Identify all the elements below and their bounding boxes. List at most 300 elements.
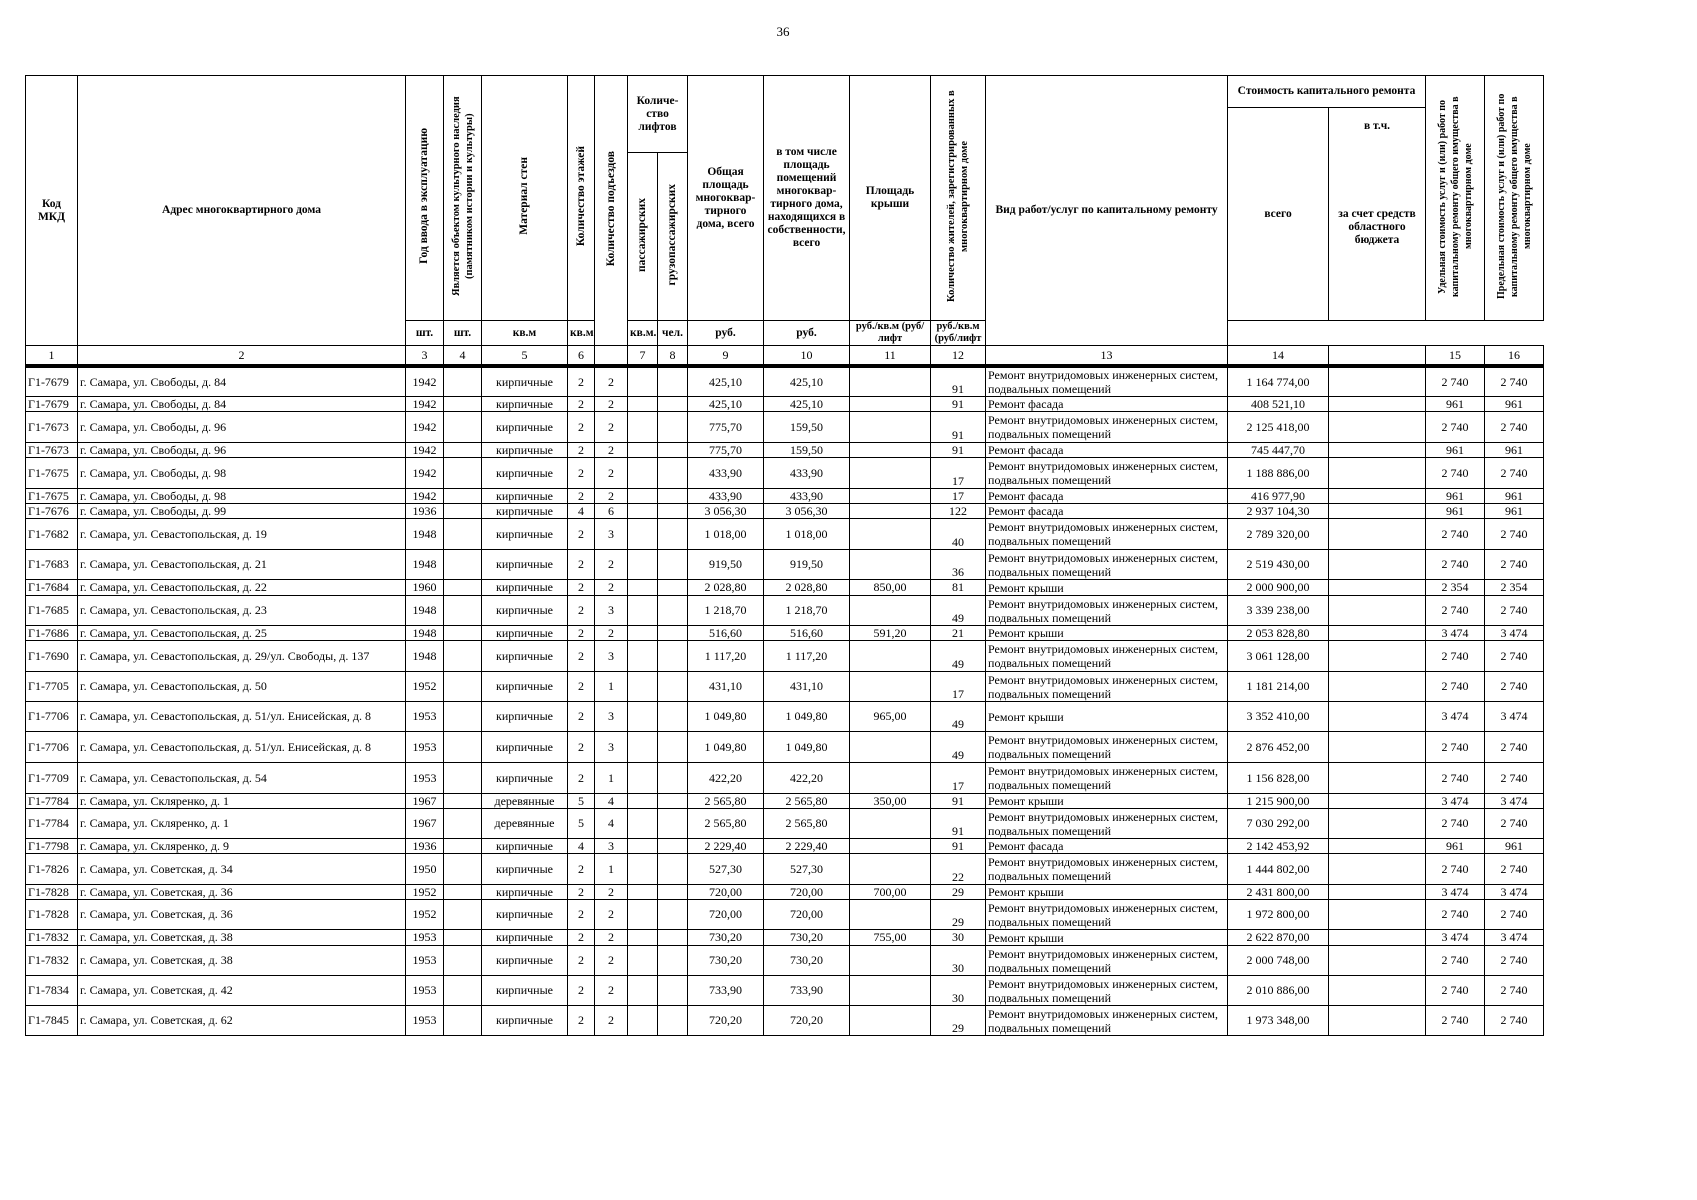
cell-area-total: 919,50 (688, 550, 764, 580)
header-max-cost: Предельная стоимость услуг и (или) работ по капитальному ремонту общего имущества в многоквартирном доме (1495, 93, 1533, 299)
cell-unit-cost: 3 474 (1426, 794, 1485, 809)
cell-cost-total: 2 622 870,00 (1228, 930, 1329, 946)
cell-unit-cost: 2 740 (1426, 809, 1485, 839)
cell-unit-cost: 961 (1426, 397, 1485, 412)
cell-lifts-passenger (628, 1006, 658, 1036)
cell-unit-cost: 2 740 (1426, 763, 1485, 794)
cell-cost-regional (1329, 732, 1426, 763)
cell-area-total: 425,10 (688, 397, 764, 412)
cell-area-total: 1 117,20 (688, 641, 764, 672)
cell-area-total: 1 049,80 (688, 702, 764, 732)
cell-roof-area (850, 596, 931, 626)
cell-code: Г1-7675 (26, 489, 78, 504)
header-unit-cost: Удельная стоимость услуг и (или) работ по капитальному ремонту общего имущества в многоквартирном доме (1436, 95, 1474, 297)
cell-cost-regional (1329, 580, 1426, 596)
cell-year: 1953 (406, 732, 444, 763)
cell-roof-area (850, 412, 931, 443)
header-area-total: Общая площадь многоквар-тирного дома, всего (688, 76, 764, 321)
cell-floors: 2 (568, 443, 595, 458)
cell-cost-regional (1329, 626, 1426, 641)
table-row (26, 641, 1544, 672)
cell-roof-area: 965,00 (850, 702, 931, 732)
capital-repair-table (25, 75, 1544, 1036)
cell-lifts-freight (658, 763, 688, 794)
cell-floors: 2 (568, 596, 595, 626)
cell-code: Г1-7683 (26, 550, 78, 580)
cell-area-owned: 422,20 (764, 763, 850, 794)
cell-residents: 49 (931, 702, 986, 732)
cell-residents: 91 (931, 809, 986, 839)
cell-code: Г1-7673 (26, 412, 78, 443)
header-lifts-group: Количе-ство лифтов (628, 76, 688, 153)
cell-entrances: 2 (595, 976, 628, 1006)
cell-heritage (444, 1006, 482, 1036)
cell-cost-regional (1329, 976, 1426, 1006)
unit-lifts-passenger: шт. (406, 321, 444, 346)
cell-roof-area: 700,00 (850, 885, 931, 900)
cell-floors: 2 (568, 489, 595, 504)
header-entrances: Количество подъездов (604, 150, 617, 267)
cell-area-total: 720,00 (688, 885, 764, 900)
cell-area-total: 775,70 (688, 412, 764, 443)
cell-unit-cost: 2 740 (1426, 412, 1485, 443)
cell-address: г. Самара, ул. Севастопольская, д. 25 (78, 626, 406, 641)
cell-lifts-passenger (628, 443, 658, 458)
cell-lifts-passenger (628, 626, 658, 641)
cell-work-type: Ремонт крыши (986, 580, 1228, 596)
cell-cost-regional (1329, 794, 1426, 809)
cell-residents: 49 (931, 732, 986, 763)
cell-area-owned: 1 218,70 (764, 596, 850, 626)
cell-year: 1953 (406, 763, 444, 794)
cell-floors: 4 (568, 839, 595, 854)
unit-max-cost: руб./кв.м (руб/лифт (931, 321, 986, 346)
cell-material: кирпичные (482, 580, 568, 596)
table-row (26, 443, 1544, 458)
cell-floors: 2 (568, 366, 595, 397)
cell-lifts-freight (658, 839, 688, 854)
column-number (1329, 346, 1426, 367)
cell-code: Г1-7679 (26, 366, 78, 397)
cell-area-owned: 1 018,00 (764, 519, 850, 550)
cell-area-total: 2 565,80 (688, 794, 764, 809)
cell-entrances: 3 (595, 596, 628, 626)
cell-material: кирпичные (482, 412, 568, 443)
cell-roof-area (850, 366, 931, 397)
cell-year: 1953 (406, 930, 444, 946)
cell-floors: 5 (568, 809, 595, 839)
cell-heritage (444, 763, 482, 794)
cell-cost-regional (1329, 519, 1426, 550)
cell-material: кирпичные (482, 763, 568, 794)
cell-area-total: 431,10 (688, 672, 764, 702)
cell-heritage (444, 946, 482, 976)
cell-address: г. Самара, ул. Севастопольская, д. 22 (78, 580, 406, 596)
cell-area-total: 516,60 (688, 626, 764, 641)
unit-area-owned: кв.м (568, 321, 595, 346)
cell-entrances: 3 (595, 732, 628, 763)
table-row (26, 930, 1544, 946)
cell-residents: 17 (931, 672, 986, 702)
table-row (26, 1006, 1544, 1036)
cell-address: г. Самара, ул. Советская, д. 42 (78, 976, 406, 1006)
cell-lifts-passenger (628, 641, 658, 672)
cell-address: г. Самара, ул. Севастопольская, д. 51/ул. Енисейская, д. 8 (78, 732, 406, 763)
cell-floors: 2 (568, 763, 595, 794)
cell-unit-cost: 2 740 (1426, 596, 1485, 626)
cell-area-owned: 159,50 (764, 412, 850, 443)
cell-lifts-passenger (628, 596, 658, 626)
cell-entrances: 4 (595, 809, 628, 839)
column-number: 6 (568, 346, 595, 367)
cell-cost-regional (1329, 504, 1426, 519)
cell-area-owned: 2 565,80 (764, 794, 850, 809)
cell-year: 1948 (406, 596, 444, 626)
cell-max-cost: 2 740 (1485, 412, 1544, 443)
cell-lifts-passenger (628, 946, 658, 976)
cell-address: г. Самара, ул. Свободы, д. 84 (78, 366, 406, 397)
cell-unit-cost: 2 740 (1426, 366, 1485, 397)
cell-material: кирпичные (482, 550, 568, 580)
cell-lifts-passenger (628, 885, 658, 900)
cell-max-cost: 2 740 (1485, 900, 1544, 930)
cell-code: Г1-7705 (26, 672, 78, 702)
cell-heritage (444, 458, 482, 489)
cell-lifts-passenger (628, 794, 658, 809)
cell-area-owned: 159,50 (764, 443, 850, 458)
cell-material: кирпичные (482, 366, 568, 397)
cell-residents: 17 (931, 458, 986, 489)
cell-area-total: 425,10 (688, 366, 764, 397)
cell-residents: 22 (931, 854, 986, 885)
table-row (26, 763, 1544, 794)
cell-year: 1936 (406, 839, 444, 854)
cell-max-cost: 2 740 (1485, 641, 1544, 672)
cell-entrances: 6 (595, 504, 628, 519)
cell-residents: 40 (931, 519, 986, 550)
table-row (26, 885, 1544, 900)
cell-floors: 2 (568, 900, 595, 930)
cell-work-type: Ремонт внутридомовых инженерных систем, подвальных помещений (986, 809, 1228, 839)
cell-area-total: 527,30 (688, 854, 764, 885)
cell-residents: 91 (931, 794, 986, 809)
cell-roof-area (850, 946, 931, 976)
cell-entrances: 1 (595, 672, 628, 702)
cell-max-cost: 2 740 (1485, 946, 1544, 976)
cell-roof-area (850, 550, 931, 580)
cell-heritage (444, 519, 482, 550)
cell-unit-cost: 2 740 (1426, 458, 1485, 489)
cell-work-type: Ремонт внутридомовых инженерных систем, подвальных помещений (986, 550, 1228, 580)
cell-residents: 91 (931, 366, 986, 397)
cell-heritage (444, 412, 482, 443)
cell-lifts-passenger (628, 519, 658, 550)
cell-cost-total: 2 000 748,00 (1228, 946, 1329, 976)
cell-area-owned: 2 565,80 (764, 809, 850, 839)
cell-lifts-passenger (628, 839, 658, 854)
cell-area-owned: 3 056,30 (764, 504, 850, 519)
cell-roof-area (850, 641, 931, 672)
cell-address: г. Самара, ул. Советская, д. 36 (78, 885, 406, 900)
cell-residents: 30 (931, 930, 986, 946)
table-row (26, 672, 1544, 702)
cell-year: 1952 (406, 672, 444, 702)
cell-year: 1953 (406, 1006, 444, 1036)
cell-cost-total: 408 521,10 (1228, 397, 1329, 412)
cell-cost-regional (1329, 809, 1426, 839)
header-cost-group: Стоимость капитального ремонта (1228, 76, 1426, 108)
cell-heritage (444, 596, 482, 626)
cell-unit-cost: 3 474 (1426, 930, 1485, 946)
column-number: 5 (482, 346, 568, 367)
cell-heritage (444, 885, 482, 900)
cell-address: г. Самара, ул. Севастопольская, д. 29/ул. Свободы, д. 137 (78, 641, 406, 672)
page-number: 36 (776, 24, 790, 39)
cell-year: 1942 (406, 397, 444, 412)
cell-work-type: Ремонт фасада (986, 443, 1228, 458)
cell-heritage (444, 839, 482, 854)
cell-floors: 2 (568, 641, 595, 672)
cell-material: кирпичные (482, 519, 568, 550)
cell-area-owned: 730,20 (764, 946, 850, 976)
cell-work-type: Ремонт крыши (986, 702, 1228, 732)
cell-area-owned: 527,30 (764, 854, 850, 885)
table-row (26, 794, 1544, 809)
cell-address: г. Самара, ул. Советская, д. 34 (78, 854, 406, 885)
cell-unit-cost: 2 740 (1426, 732, 1485, 763)
cell-floors: 2 (568, 946, 595, 976)
cell-code: Г1-7706 (26, 702, 78, 732)
unit-roof-area: кв.м. (628, 321, 658, 346)
cell-lifts-freight (658, 626, 688, 641)
table-row (26, 626, 1544, 641)
cell-address: г. Самара, ул. Советская, д. 36 (78, 900, 406, 930)
cell-area-total: 720,20 (688, 1006, 764, 1036)
cell-year: 1953 (406, 946, 444, 976)
cell-entrances: 2 (595, 885, 628, 900)
table-row (26, 839, 1544, 854)
cell-area-owned: 730,20 (764, 930, 850, 946)
cell-work-type: Ремонт внутридомовых инженерных систем, подвальных помещений (986, 1006, 1228, 1036)
header-cost-total: всего (1228, 108, 1329, 321)
cell-residents: 91 (931, 412, 986, 443)
cell-heritage (444, 504, 482, 519)
cell-heritage (444, 672, 482, 702)
cell-unit-cost: 2 740 (1426, 946, 1485, 976)
cell-work-type: Ремонт крыши (986, 930, 1228, 946)
cell-lifts-freight (658, 946, 688, 976)
cell-code: Г1-7832 (26, 946, 78, 976)
table-row (26, 412, 1544, 443)
cell-code: Г1-7706 (26, 732, 78, 763)
cell-residents: 122 (931, 504, 986, 519)
cell-area-total: 730,20 (688, 930, 764, 946)
cell-entrances: 2 (595, 626, 628, 641)
cell-year: 1948 (406, 641, 444, 672)
cell-cost-regional (1329, 366, 1426, 397)
cell-lifts-passenger (628, 732, 658, 763)
cell-area-total: 1 018,00 (688, 519, 764, 550)
cell-max-cost: 3 474 (1485, 885, 1544, 900)
unit-cost-regional: руб. (764, 321, 850, 346)
cell-cost-regional (1329, 596, 1426, 626)
cell-max-cost: 2 740 (1485, 809, 1544, 839)
cell-cost-regional (1329, 1006, 1426, 1036)
cell-area-total: 433,90 (688, 458, 764, 489)
column-number: 1 (26, 346, 78, 367)
column-number: 2 (78, 346, 406, 367)
cell-area-total: 2 229,40 (688, 839, 764, 854)
cell-lifts-freight (658, 976, 688, 1006)
cell-work-type: Ремонт внутридомовых инженерных систем, подвальных помещений (986, 519, 1228, 550)
cell-entrances: 3 (595, 519, 628, 550)
cell-lifts-freight (658, 443, 688, 458)
cell-residents: 81 (931, 580, 986, 596)
cell-cost-total: 2 937 104,30 (1228, 504, 1329, 519)
cell-residents: 36 (931, 550, 986, 580)
cell-area-owned: 516,60 (764, 626, 850, 641)
cell-year: 1953 (406, 976, 444, 1006)
cell-entrances: 4 (595, 794, 628, 809)
cell-lifts-freight (658, 550, 688, 580)
cell-heritage (444, 443, 482, 458)
cell-area-total: 733,90 (688, 976, 764, 1006)
cell-lifts-passenger (628, 854, 658, 885)
cell-residents: 29 (931, 900, 986, 930)
cell-cost-total: 7 030 292,00 (1228, 809, 1329, 839)
cell-floors: 2 (568, 626, 595, 641)
cell-lifts-freight (658, 854, 688, 885)
cell-cost-regional (1329, 550, 1426, 580)
cell-year: 1952 (406, 900, 444, 930)
column-number: 10 (764, 346, 850, 367)
cell-max-cost: 961 (1485, 397, 1544, 412)
cell-work-type: Ремонт крыши (986, 885, 1228, 900)
header-lifts-freight: грузопассажирских (666, 183, 678, 286)
column-number: 9 (688, 346, 764, 367)
cell-max-cost: 961 (1485, 443, 1544, 458)
cell-floors: 2 (568, 458, 595, 489)
cell-cost-total: 2 053 828,80 (1228, 626, 1329, 641)
cell-area-owned: 733,90 (764, 976, 850, 1006)
cell-lifts-freight (658, 809, 688, 839)
cell-entrances: 3 (595, 839, 628, 854)
cell-code: Г1-7826 (26, 854, 78, 885)
unit-residents: чел. (658, 321, 688, 346)
table-row (26, 504, 1544, 519)
cell-max-cost: 2 740 (1485, 458, 1544, 489)
cell-work-type: Ремонт внутридомовых инженерных систем, подвальных помещений (986, 641, 1228, 672)
cell-year: 1942 (406, 412, 444, 443)
cell-floors: 2 (568, 580, 595, 596)
cell-cost-total: 2 142 453,92 (1228, 839, 1329, 854)
cell-area-total: 2 028,80 (688, 580, 764, 596)
table-body (26, 366, 1544, 1036)
cell-material: деревянные (482, 794, 568, 809)
table-row (26, 580, 1544, 596)
cell-year: 1967 (406, 794, 444, 809)
column-number: 7 (628, 346, 658, 367)
cell-work-type: Ремонт фасада (986, 489, 1228, 504)
table-row (26, 550, 1544, 580)
cell-max-cost: 2 740 (1485, 672, 1544, 702)
cell-residents: 21 (931, 626, 986, 641)
cell-area-total: 1 049,80 (688, 732, 764, 763)
table-row (26, 946, 1544, 976)
cell-address: г. Самара, ул. Севастопольская, д. 54 (78, 763, 406, 794)
table-header (26, 76, 1544, 367)
cell-material: кирпичные (482, 976, 568, 1006)
cell-code: Г1-7682 (26, 519, 78, 550)
cell-work-type: Ремонт внутридомовых инженерных систем, подвальных помещений (986, 366, 1228, 397)
cell-floors: 2 (568, 672, 595, 702)
cell-code: Г1-7685 (26, 596, 78, 626)
cell-area-total: 422,20 (688, 763, 764, 794)
cell-unit-cost: 3 474 (1426, 885, 1485, 900)
header-heritage: Является объектом культурного наследия (памятником истории и культуры) (450, 96, 475, 296)
cell-unit-cost: 2 740 (1426, 550, 1485, 580)
cell-cost-regional (1329, 885, 1426, 900)
cell-lifts-freight (658, 702, 688, 732)
cell-cost-total: 3 061 128,00 (1228, 641, 1329, 672)
cell-residents: 49 (931, 641, 986, 672)
cell-cost-total: 3 352 410,00 (1228, 702, 1329, 732)
cell-floors: 2 (568, 519, 595, 550)
cell-year: 1948 (406, 626, 444, 641)
cell-code: Г1-7709 (26, 763, 78, 794)
cell-roof-area (850, 519, 931, 550)
cell-material: кирпичные (482, 458, 568, 489)
cell-heritage (444, 930, 482, 946)
cell-lifts-freight (658, 366, 688, 397)
cell-area-total: 3 056,30 (688, 504, 764, 519)
cell-cost-regional (1329, 763, 1426, 794)
cell-roof-area (850, 672, 931, 702)
cell-residents: 91 (931, 839, 986, 854)
cell-cost-total: 1 164 774,00 (1228, 366, 1329, 397)
cell-address: г. Самара, ул. Советская, д. 62 (78, 1006, 406, 1036)
header-code: Код МКД (26, 76, 78, 346)
header-work-type: Вид работ/услуг по капитальному ремонту (986, 76, 1228, 346)
cell-cost-total: 1 181 214,00 (1228, 672, 1329, 702)
cell-roof-area (850, 504, 931, 519)
cell-year: 1953 (406, 702, 444, 732)
cell-residents: 30 (931, 946, 986, 976)
cell-address: г. Самара, ул. Советская, д. 38 (78, 946, 406, 976)
cell-max-cost: 2 740 (1485, 550, 1544, 580)
cell-max-cost: 2 740 (1485, 1006, 1544, 1036)
table-row (26, 732, 1544, 763)
cell-unit-cost: 3 474 (1426, 702, 1485, 732)
cell-cost-total: 416 977,90 (1228, 489, 1329, 504)
column-number: 14 (1228, 346, 1329, 367)
cell-heritage (444, 626, 482, 641)
cell-heritage (444, 550, 482, 580)
cell-max-cost: 2 740 (1485, 854, 1544, 885)
header-cost-incl: в т.ч. (1363, 120, 1391, 132)
cell-material: кирпичные (482, 1006, 568, 1036)
cell-floors: 2 (568, 976, 595, 1006)
cell-max-cost: 3 474 (1485, 626, 1544, 641)
cell-max-cost: 2 740 (1485, 763, 1544, 794)
cell-area-total: 433,90 (688, 489, 764, 504)
cell-work-type: Ремонт внутридомовых инженерных систем, подвальных помещений (986, 946, 1228, 976)
cell-lifts-passenger (628, 458, 658, 489)
cell-residents: 29 (931, 885, 986, 900)
cell-lifts-freight (658, 672, 688, 702)
column-number: 11 (850, 346, 931, 367)
cell-area-total: 720,00 (688, 900, 764, 930)
